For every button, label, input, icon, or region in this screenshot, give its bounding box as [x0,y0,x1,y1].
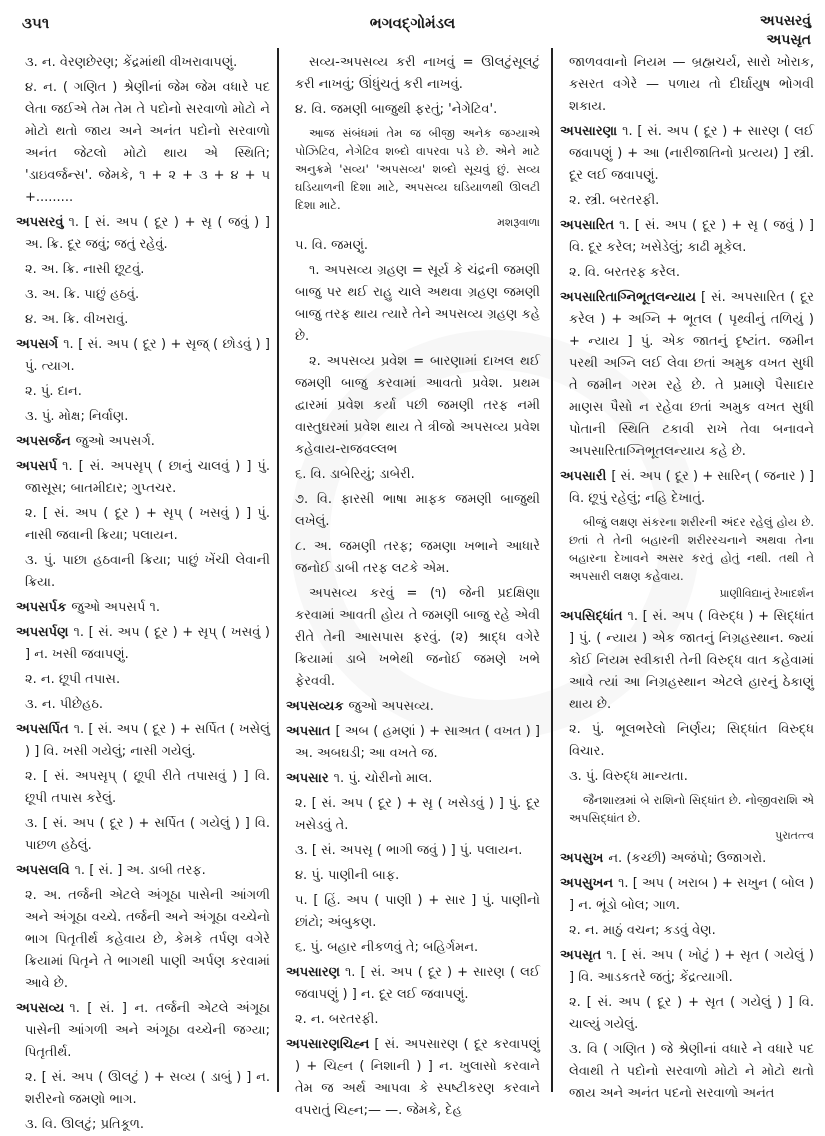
headword: અપસર્પિત [16,722,69,737]
entry-sense [560,992,814,1036]
dictionary-entry [16,998,270,1064]
definition-text: ૨. ન. માઠું વચન; કડવું વેણ. [569,923,716,938]
entry-sense [16,694,270,716]
column-divider [277,48,279,1092]
definition-text: ૧. [ સં. અપ ( દૂર ) + સૃ ( જવું ) ] અ. ક્રિ. દૂર જવું; જતું રહેવું. [25,215,270,252]
definition-text: ૧. [ સં. ] અ. ડાબી તરફ. [74,863,206,878]
definition-text: ૫. વિ. જમણું. [295,238,369,253]
definition-text: જુઓ અપસર્પ ૧. [71,600,161,615]
entry-sense [16,1114,270,1136]
guide-word-first: અપસરવું [759,13,811,29]
entry-sense [16,309,270,331]
book-title: ભગવદ્ગોમંડલ [369,14,456,32]
entry-note [286,583,540,693]
column-1 [16,52,270,1132]
definition-text: ૧. [ સં. અપ ( દૂર ) + સૃજ્ ( છોડવું ) ] પું. ત્યાગ. [25,337,270,374]
definition-text: ૨. ન. બરતરફી. [295,1012,379,1027]
definition-text: ૨. [ સં. અપ ( દૂર ) + સૃ ( ખસેડવું ) ] પું. દૂર ખસેડવું તે. [295,796,540,833]
definition-text: ૨. પું. દાન. [25,384,82,399]
definition-text: જાળવવાનો નિયમ — બ્રહ્મચર્ય, સારો ખોરાક, કસરત વગેરે — પળાય તો દીર્ઘાયુષ ભોગવી શકાય. [569,55,814,114]
definition-text: ૨. [ સં. અપ ( દૂર ) + સૃપ્ ( ખસવું ) ] પું. નાસી જવાની ક્રિયા; પલાયન. [25,506,270,543]
definition-text: સવ્ય-અપસવ્ય કરી નાખવું = ઊલટુંસૂલટું કરી નાખવું; ઊંધુંચતું કરી નાખવું. [295,55,540,92]
definition-text: ૧. [ સં. અપ ( ખોટું ) + સૃત ( ગયેલું ) ] વિ. આડકતરે જતું; કેંદ્રત્યાગી. [569,948,814,985]
entry-sense [16,52,270,74]
definition-text: ૩. [ સં. અપ ( દૂર ) + સર્પિત ( ગયેલું ) ] વિ. પાછળ હઠેલું. [25,816,270,853]
entry-sense [16,669,270,691]
dictionary-entry [16,431,270,453]
dictionary-entry [560,121,814,187]
entry-sense [560,262,814,284]
entry-sense [16,259,270,281]
definition-text: ૫. [ હિં. અપ ( પાણી ) + સાર ] પું. પાણીનો છાંટો; અંબુકણ. [295,893,540,930]
definition-text: ૪. ન. ( ગણિત ) શ્રેણીનાં જેમ જેમ વધારે પદ લેતા જઈએ તેમ તેમ તે પદોનો સરવાળો મોટો ને મોટો થતો જાય અને અનંત પદોનો સરવાળો અનંત જેટલો મોટો થાય એ સ્થિતિ; 'ડાઇવર્જન્સ'. જેમકે, ૧ + ૨ + ૩ + ૪ + ૫ +......... [25,80,270,205]
definition-text: ૮. અ. જમણી તરફ; જમણા ખભાને આધારે જનોઈ ડાબી તરફ લટકે એમ. [295,539,540,576]
definition-text: [ સં. અપ ( દૂર ) + સારિન્ ( જનાર ) ] વિ. છૂપું રહેલું; નહિ દેખાતું. [569,469,814,506]
headword: અપસર્પ [16,459,58,474]
entry-sense [16,885,270,995]
definition-text: જુઓ અપસવ્ય. [348,699,434,714]
definition-text: ૧. [ સં. અપસૃપ્ ( છાનું ચાલવું ) ] પું. જાસૂસ; બાતમીદાર; ગુપ્તચર. [25,459,270,496]
definition-text: ૨. ન. છૂપી તપાસ. [25,672,121,687]
entry-sense [560,190,814,212]
definition-text: ૧. [ અપ ( ખરાબ ) + સખુન ( બોલ ) ] ન. ભૂંડો બોલ; ગાળ. [569,876,814,913]
definition-text: ૩. ન. વેરણછેરણ; કેંદ્રમાંથી વીખરાવાપણું. [25,55,238,70]
entry-sense [286,1009,540,1031]
entry-sense [286,793,540,837]
definition-text: ૧. [ સં. અપ ( દૂર ) + સર્પિત ( ખસેલું ) ] વિ. ખસી ગયેલું; નાસી ગયેલું. [25,722,270,759]
headword: અપસારિત [560,218,615,233]
definition-text: ન. (કચ્છી) અજંપો; ઉજાગરો. [608,851,767,866]
entry-sense [16,284,270,306]
definition-text: ૨. અપસવ્ય પ્રવેશ = બારણામાં દાખલ થઈ જમણી બાજુ કરવામાં આવતો પ્રવેશ. પ્રથમ દ્વારમાં પ્રવેશ કર્યા પછી જમણી તરફ નમી વાસ્તુઘરમાં પ્રવેશ થાય તે ત્રીજો અપસવ્ય પ્રવેશ કહેવાય-રાજવલ્લભ [295,354,540,457]
headword: અપસારી [560,469,607,484]
definition-text: ૨. અ. તર્જની એટલે અંગૂઠા પાસેની આંગળી અને અંગૂઠા વચ્ચે. તર્જની અને અંગૂઠા વચ્ચેનો ભાગ પિતૃતીર્થ કહેવાય છે, કેમકે તર્પણ વગેરે ક્રિયામાં પિતૃને તે ભાગથી પાણી અર્પણ કરવામાં આવે છે. [25,888,270,991]
headword: અપસારિતાગ્નિભૂતલન્યાય [560,290,697,305]
headword: અપસવ્યક [286,699,344,714]
definition-text: બીજું લક્ષણ સંકરના શરીરની અંદર રહેલું હોય છે. છતાં તે તેની બહારની શરીરરચનાને અથવા તેના બહારના દેખાવને અસર કરતું હોતું નથી. તથી તે અપસારી લક્ષણ કહેવાય. [569,515,814,583]
dictionary-entry [16,334,270,378]
dictionary-entry [16,860,270,882]
dictionary-entry [560,287,814,463]
definition-text: ૧. [ સં. અપ ( દૂર ) + સારણ ( લઈ જવાપણું ) ] ન. દૂર લઈ જવાપણું. [295,965,540,1002]
page-number: ૩૫૧ [22,14,50,32]
dictionary-entry [16,456,270,500]
definition-text: ૨. વિ. બરતરફ કરેલ. [569,265,680,280]
definition-text: ૨. [ સં. અપ ( દૂર ) + સૃત ( ગયેલું ) ] વિ. ચાલ્યું ગયેલું. [569,995,814,1032]
column-2 [286,52,540,1118]
entry-note [560,791,814,845]
definition-text: [ સં. અપસારિત ( દૂર કરેલ ) + અગ્નિ + ભૂતલ ( પૃથ્વીનું તળિયું ) + ન્યાય ] પું. એક જાતનું દૃષ્ટાંત. જમીન પરથી અગ્નિ લઈ લેવા છતાં અમુક વખત સુધી તે જમીન ગરમ રહે છે. તે પ્રમાણે પૈસાદાર માણસ પૈસો ન રહેવા છતાં અમુક વખત સુધી પોતાની સ્થિતિ ટકાવી રાખે તેવા બનાવને અપસારિતાગ્નિભૂતલન્યાય કહે છે. [569,290,814,459]
definition-text: ૧. અપસવ્ય ગ્રહણ = સૂર્ય કે ચંદ્રની જમણી બાજુ પર થઈ રાહુ ચાલે અથવા ગ્રહણ જમણી બાજુ તરફ થાય ત્યારે તેને અપસવ્ય ગ્રહણ કહે છે. [295,263,540,344]
entry-sense [560,920,814,942]
entry-sense [286,536,540,580]
headword: અપસાત [286,724,331,739]
entry-note [286,351,540,461]
headword: અપસૃત [560,948,602,963]
headword: અપસાર [286,771,329,786]
definition-text: જૈનશાસ્ત્રમાં બે રાશિનો સિદ્ધાંત છે. નોજીવરાશિ એ અપસિદ્ધાંત છે. [569,793,814,825]
entry-sense [560,1039,814,1105]
dictionary-entry [16,597,270,619]
dictionary-entry [286,962,540,1006]
definition-text: ૧. [ સં. અપ ( દૂર ) + સૃપ્ ( ખસવું ) ] ન. ખસી જવાપણું. [25,625,270,662]
definition-text: ૪. વિ. જમણી બાજુથી ફરતું; 'નેગેટિવ'. [295,102,498,117]
definition-text: ૧. [ સં. અપ ( દૂર ) + સારણ ( લઈ જવાપણું ) + આ (નારીજાતિનો પ્રત્યય) ] સ્ત્રી. દૂર લઈ જવાપણું. [569,124,814,183]
definition-text: ૬. વિ. ડાબેરિયું; ડાબેરી. [295,467,415,482]
page-header [0,8,825,48]
definition-text: આજ સંબંધમાં તેમ જ બીજી અનેક જગ્યાએ પોઝિટિવ, નેગેટિવ શબ્દો વાપરવા પડે છે. એને માટે અનુક્રમે 'સવ્ય' 'અપસવ્ય' શબ્દો સૂચવું છું. સવ્ય ઘડિયાળની દિશા માટે, અપસવ્ય ઘડિયાળથી ઊલટી દિશા માટે. [295,126,540,212]
definition-text: ૧. [ સં. અપ ( દૂર ) + સૃ ( જવું ) ] વિ. દૂર કરેલ; ખસેડેલું; કાઢી મૂકેલ. [569,218,814,255]
definition-text: ૧. પું. ચોરીનો માલ. [333,771,433,786]
headword: અપસર્જન [16,434,71,449]
definition-text: ૪. અ. ક્રિ. વીખરાવું. [25,312,129,327]
headword: અપસુખ [560,851,604,866]
definition-text: ૪. પું. પાણીની બાફ. [295,868,400,883]
entry-sense [286,489,540,533]
entry-sense [16,550,270,594]
headword: અપસિદ્ધાંત [560,609,623,624]
entry-sense [286,464,540,486]
definition-text: ૭. વિ. ફારસી ભાષા માફક જમણી બાજુથી લખેલું. [295,492,540,529]
definition-text: અપસવ્ય કરવું = (૧) જેની પ્રદક્ષિણા કરવામાં આવતી હોય તે જમણી બાજુ રહે એવી રીતે તેની આસપાસ ફરવું. (૨) શ્રાદ્ધ વગેરે ક્રિયામાં ડાબે ખભેથી જનોઈ જમણે ખભે ફેરવવી. [295,586,540,689]
dictionary-entry [560,848,814,870]
definition-text: ૩. પું. વિરુદ્ધ માન્યતા. [569,769,688,784]
definition-text: ૨. [ સં. અપસૃપ્ ( છૂપી રીતે તપાસવું ) ] વિ. છૂપી તપાસ કરેલું. [25,769,270,806]
entry-sense [16,381,270,403]
dictionary-entry [286,1034,540,1122]
entry-sense [16,813,270,857]
entry-sense [286,235,540,257]
entry-sense [286,840,540,862]
dictionary-entry [560,945,814,989]
column-divider [551,48,553,1092]
entry-sense [16,766,270,810]
citation-source: પ્રાણીવિદ્યાનું રેખાદર્શન [719,587,814,600]
entry-note [286,124,540,232]
entry-sense [16,503,270,547]
headword: અપસારણચિહ્ન [286,1037,370,1052]
definition-text: ૨. પું. ભૂલભરેલો નિર્ણય; સિદ્ધાંત વિરુદ્ધ વિચાર. [569,722,814,759]
citation-source: પુરાતત્ત્વ [775,829,814,842]
definition-text: ૨. અ. ક્રિ. નાસી છૂટવું. [25,262,145,277]
headword: અપસરવું [16,215,64,230]
entry-sense [286,99,540,121]
entry-sense [286,865,540,887]
entry-sense [560,766,814,788]
column-3 [560,52,814,1101]
dictionary-entry [560,215,814,259]
entry-sense [16,1067,270,1111]
headword: અપસુખન [560,876,614,891]
definition-text: ૧. [ સં. અપ ( વિરુદ્ધ ) + સિદ્ધાંત ] પું. ( ન્યાય ) એક જાતનું નિગ્રહસ્થાન. જ્યાં કોઈ નિયમ સ્વીકારી તેની વિરુદ્ધ વાત કહેવામાં આવે ત્યાં આ નિગ્રહસ્થાન એટલે હારનું ઠેકાણું થાય છે. [569,609,814,712]
definition-text: ૩. [ સં. અપસૃ ( ભાગી જવું ) ] પું. પલાયન. [295,843,523,858]
definition-text: ૩. ન. પીછેહઠ. [25,697,104,712]
definition-text: ૩. અ. ક્રિ. પાછું હઠવું. [25,287,140,302]
headword: અપસર્પક [16,600,67,615]
dictionary-entry [560,606,814,716]
entry-sense [560,719,814,763]
definition-text: ૧. [ સં. ] ન. તર્જની એટલે અંગૂઠા પાસેની આંગળી અને અંગૂઠા વચ્ચેની જગ્યા; પિતૃતીર્થ. [25,1001,270,1060]
dictionary-entry [16,212,270,256]
dictionary-entry [16,719,270,763]
definition-text: [ સં. અપસારણ ( દૂર કરવાપણું ) + ચિહ્ન ( નિશાની ) ] ન. ખુલાસો કરવાને તેમ જ અર્થ આપવા કે સ્પષ્ટીકરણ કરવાને વપરાતું ચિહ્ન;— —. જેમકે, દેહ [295,1037,540,1118]
entry-sense [560,52,814,118]
headword: અપસારણા [560,124,618,139]
definition-text: [ અબ ( હમણાં ) + સાઅત ( વખત ) ] અ. અબઘડી; આ વખતે જ. [295,724,540,761]
definition-text: ૩. વિ. ઊલટું; પ્રતિકૂળ. [25,1117,145,1132]
entry-sense [16,77,270,209]
guide-word-last: અપસૃત [766,32,811,48]
dictionary-entry [286,768,540,790]
dictionary-entry [286,721,540,765]
definition-text: ૨. [ સં. અપ ( ઊલટું ) + સવ્ય ( ડાબું ) ] ન. શરીરનો જમણો ભાગ. [25,1070,270,1107]
citation-source: મશરૂવાળા [497,216,540,229]
dictionary-entry [560,466,814,510]
dictionary-entry [16,622,270,666]
headword: અપસર્પણ [16,625,69,640]
definition-text: ૬. પું. બહાર નીકળવું તે; બહિર્ગમન. [295,940,479,955]
entry-sense [286,890,540,934]
dictionary-entry [286,696,540,718]
headword: અપસવ્ય [16,1001,65,1016]
definition-text: ૩. પું. પાછા હઠવાની ક્રિયા; પાછું ખેંચી લેવાની ક્રિયા. [25,553,270,590]
definition-text: ૩. વિ ( ગણિત ) જે શ્રેણીનાં વધારે ને વધારે પદ લેવાથી તે પદોનો સરવાળો મોટો ને મોટો થતો જાય અને અનંત પદનો સરવાળો અનંત [569,1042,814,1101]
entry-sense [286,937,540,959]
guide-words [760,12,811,50]
definition-text: ૩. પું. મોક્ષ; નિર્વાણ. [25,409,129,424]
headword: અપસર્ગ [16,337,59,352]
headword: અપસલવિ [16,863,70,878]
entry-note [560,513,814,603]
entry-note [286,52,540,96]
dictionary-entry [560,873,814,917]
entry-sense [16,406,270,428]
headword: અપસારણ [286,965,340,980]
entry-note [286,260,540,348]
definition-text: જુઓ અપસર્ગ. [75,434,155,449]
definition-text: ૨. સ્ત્રી. બરતરફી. [569,193,660,208]
